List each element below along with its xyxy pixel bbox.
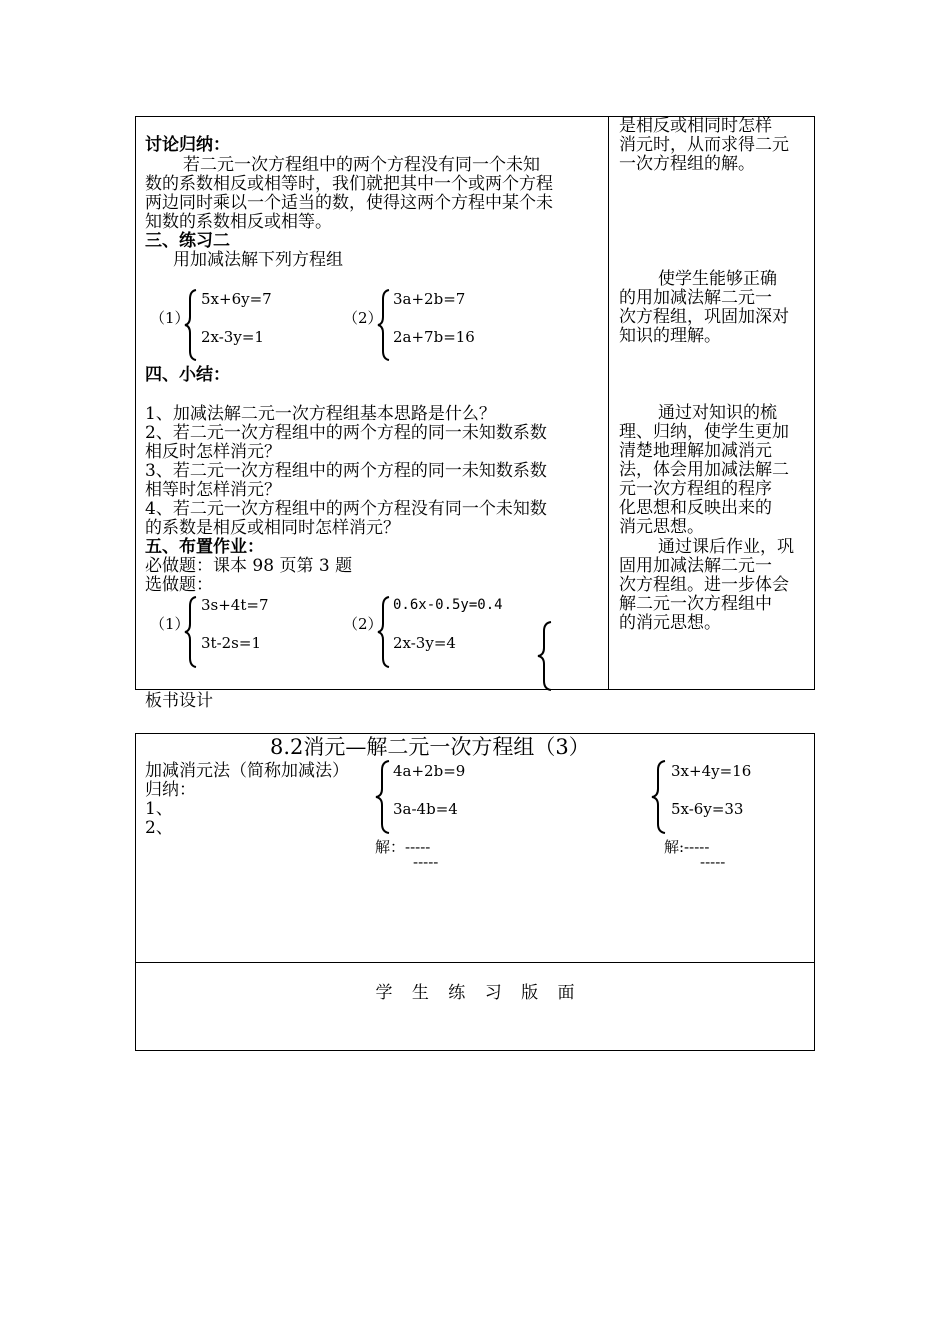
left-brace-icon (184, 289, 198, 361)
note-line: 化思想和反映出来的 (619, 498, 772, 518)
note-line: 次方程组。进一步体会 (619, 575, 789, 595)
solution-dashes: ----- (700, 853, 726, 871)
discussion-line: 若二元一次方程组中的两个方程没有同一个未知 (183, 155, 540, 175)
note-line: 是相反或相同时怎样 (619, 116, 772, 136)
solution-label: 解：----- (375, 838, 431, 856)
practice-instruction: 用加减法解下列方程组 (173, 250, 343, 270)
equation: 5x+6y=7 (201, 290, 272, 308)
board-left-line: 加减消元法（简称加减法） (145, 761, 349, 781)
system-label: （2） (343, 309, 383, 327)
note-line: 消元时，从而求得二元 (619, 135, 789, 155)
note-line: 固用加减法解二元一 (619, 556, 772, 576)
solution-label: 解:----- (664, 838, 710, 856)
note-line: 使学生能够正确 (658, 269, 777, 289)
board-title: 8.2消元—解二元一次方程组（3） (270, 735, 590, 759)
equation: 3x+4y=16 (671, 762, 752, 780)
equation: 2a+7b=16 (393, 328, 475, 346)
left-brace-icon (375, 760, 391, 834)
board-left-line: 2、 (145, 818, 173, 838)
summary-title: 四、小结： (145, 365, 230, 385)
equation: 5x-6y=33 (671, 800, 744, 818)
note-line: 的用加减法解二元一 (619, 288, 772, 308)
note-line: 次方程组，巩固加深对 (619, 307, 789, 327)
left-brace-icon (651, 760, 667, 834)
note-line: 通过对知识的梳 (658, 403, 777, 423)
summary-line: 相反时怎样消元？ (145, 442, 281, 462)
equation: 3a-4b=4 (393, 800, 458, 818)
equation: 3t-2s=1 (201, 634, 261, 652)
note-line: 清楚地理解加减消元 (619, 441, 772, 461)
equation: 4a+2b=9 (393, 762, 466, 780)
equation: 2x-3y=4 (393, 634, 456, 652)
system-label: （1） (150, 309, 190, 327)
summary-line: 的系数是相反或相同时怎样消元？ (145, 518, 400, 538)
note-line: 理、归纳，使学生更加 (619, 422, 789, 442)
note-line: 的消元思想。 (619, 613, 721, 633)
note-line: 元一次方程组的程序 (619, 479, 772, 499)
solution-dashes: ----- (413, 853, 439, 871)
discussion-title: 讨论归纳： (145, 135, 230, 155)
practice-title: 三、练习二 (145, 231, 230, 251)
summary-line: 1、加减法解二元一次方程组基本思路是什么？ (145, 404, 496, 424)
system-label: （2） (343, 615, 383, 633)
left-brace-icon (377, 289, 391, 361)
board-left-line: 归纳： (145, 780, 196, 800)
discussion-line: 知数的系数相反或相等。 (145, 212, 332, 232)
required-homework: 必做题：课本 98 页第 3 题 (145, 556, 353, 576)
homework-title: 五、布置作业： (145, 537, 264, 557)
equation: 2x-3y=1 (201, 328, 264, 346)
system-label: （1） (150, 615, 190, 633)
discussion-line: 两边同时乘以一个适当的数，使得这两个方程中某个未 (145, 193, 553, 213)
equation: 0.6x-0.5y=0.4 (393, 597, 503, 613)
equation: 3s+4t=7 (201, 596, 269, 614)
summary-line: 相等时怎样消元？ (145, 480, 281, 500)
note-line: 法，体会用加减法解二 (619, 460, 789, 480)
summary-line: 3、若二元一次方程组中的两个方程的同一未知数系数 (145, 461, 547, 481)
optional-homework: 选做题： (145, 575, 213, 595)
note-line: 解二元一次方程组中 (619, 594, 772, 614)
equation: 3a+2b=7 (393, 290, 466, 308)
note-line: 通过课后作业，巩 (658, 537, 794, 557)
left-brace-icon (377, 596, 391, 668)
note-line: 知识的理解。 (619, 326, 721, 346)
student-practice-heading: 学 生 练 习 版 面 (375, 983, 575, 1003)
left-brace-icon (184, 596, 198, 668)
note-line: 消元思想。 (619, 517, 704, 537)
board-left-line: 1、 (145, 799, 173, 819)
summary-line: 4、若二元一次方程组中的两个方程没有同一个未知数 (145, 499, 547, 519)
board-design-label: 板书设计 (145, 691, 213, 711)
summary-line: 2、若二元一次方程组中的两个方程的同一未知数系数 (145, 423, 547, 443)
left-brace-icon (537, 621, 553, 691)
discussion-line: 数的系数相反或相等时，我们就把其中一个或两个方程 (145, 174, 553, 194)
note-line: 一次方程组的解。 (619, 154, 755, 174)
